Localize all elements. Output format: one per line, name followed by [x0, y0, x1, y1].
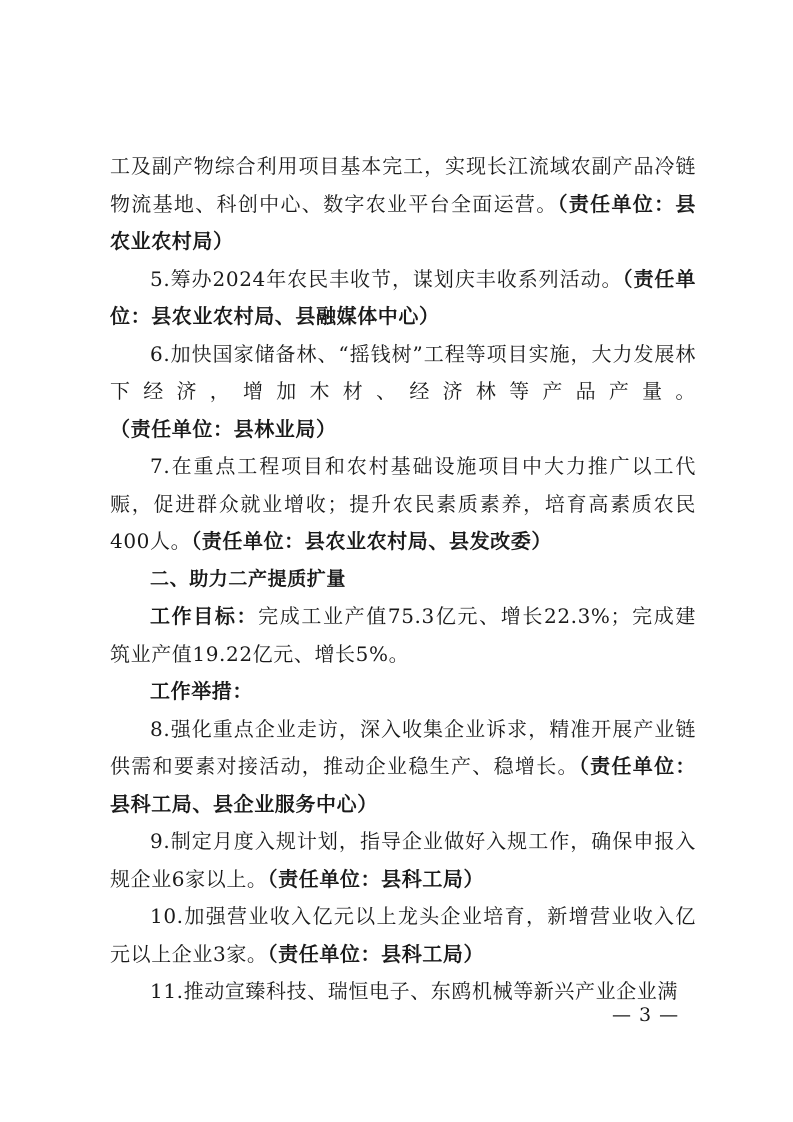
work-goal-paragraph — [110, 598, 696, 673]
paragraph-item-8 — [110, 711, 696, 824]
paragraph-body: 工及副产物综合利用项目基本完工，实现长江流域农副产品冷链物流基地、科创中心、数字农业平台全面运营。 — [110, 154, 696, 216]
paragraph-body: 10.加强营业收入亿元以上龙头企业培育，新增营业收入亿元以上企业3家。 — [110, 904, 696, 966]
paragraph-body: 8.强化重点企业走访，深入收集企业诉求，精准开展产业链供需和要素对接活动，推动企业稳生产、稳增长。 — [110, 716, 696, 778]
page-number: — 3 — — [612, 1004, 680, 1026]
paragraph-body: 5.筹办2024年农民丰收节，谋划庆丰收系列活动。 — [150, 266, 623, 291]
paragraph-item-9 — [110, 823, 696, 898]
paragraph-body: 11.推动宣臻科技、瑞恒电子、东鸥机械等新兴产业企业满 — [150, 979, 679, 1003]
paragraph-agri-park — [110, 148, 696, 261]
work-measures-label: 工作举措： — [150, 679, 253, 703]
section-heading: 二、助力二产提质扩量 — [150, 567, 347, 590]
responsibility-unit: （责任单位：县林业局） — [110, 416, 337, 441]
work-goal-label: 工作目标： — [150, 604, 259, 628]
paragraph-item-11 — [110, 973, 696, 1011]
work-goal-text: 完成工业产值75.3亿元、增长22.3%；完成建筑业产值19.22亿元、增长5%。 — [110, 604, 697, 666]
document-page — [110, 148, 696, 1011]
responsibility-unit: （责任单位：县科工局、县企业服务中心） — [110, 754, 696, 816]
paragraph-item-5 — [110, 261, 696, 336]
paragraph-body: 6.加快国家储备林、“摇钱树”工程等项目实施，大力发展林下经济，增加木材、经济林等产品产量。 — [110, 341, 696, 403]
paragraph-item-7 — [110, 448, 696, 561]
responsibility-unit: （责任单位：县科工局） — [267, 866, 485, 891]
responsibility-unit: （责任单位：县农业农村局、县发改委） — [191, 529, 552, 553]
paragraph-item-6 — [110, 336, 696, 449]
responsibility-unit: （责任单位：县科工局） — [267, 941, 485, 966]
responsibility-unit: （责任单位：县农业农村局） — [110, 191, 696, 253]
responsibility-unit: （责任单位：县农业农村局、县融媒体中心） — [110, 266, 696, 328]
paragraph-body: 7.在重点工程项目和农村基础设施项目中大力推广以工代赈，促进群众就业增收；提升农民素质素养，培育高素质农民400人。 — [110, 454, 696, 553]
paragraph-item-10 — [110, 898, 696, 973]
paragraph-body: 9.制定月度入规计划，指导企业做好入规工作，确保申报入规企业6家以上。 — [110, 829, 696, 891]
